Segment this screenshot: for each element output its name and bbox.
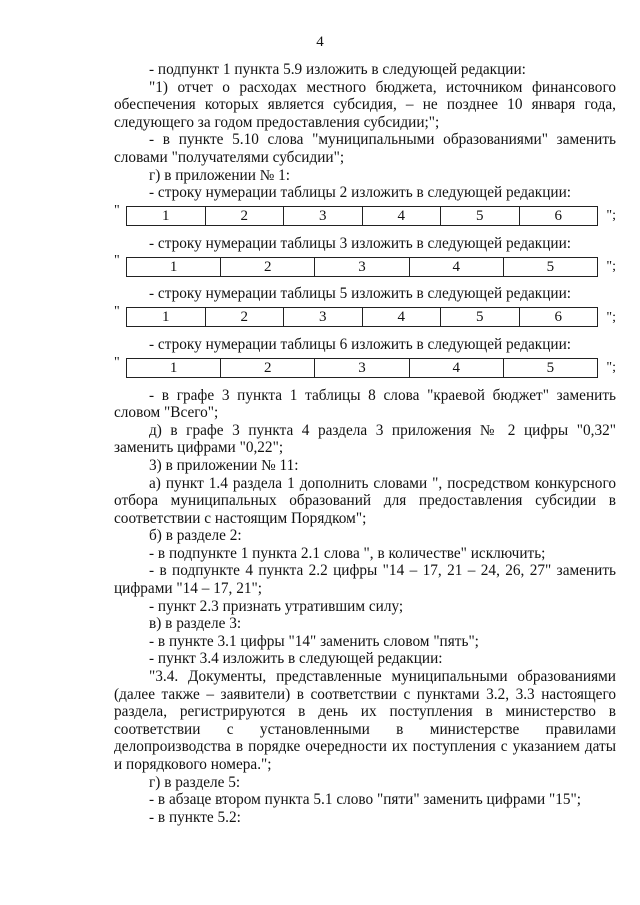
table-cell: 4 <box>363 207 442 225</box>
table-cell: 5 <box>441 207 520 225</box>
table-cell: 2 <box>206 308 285 326</box>
table-cell: 2 <box>206 207 285 225</box>
paragraph: д) в графе 3 пункта 4 раздела 3 приложения № 2 цифры "0,32" заменить цифрами "0,22"; <box>114 421 616 457</box>
table-cell: 5 <box>546 258 555 275</box>
table-cell: 4 <box>363 308 442 326</box>
table-cell: 4 <box>410 359 504 377</box>
paragraph: в) в разделе 3: <box>149 615 242 633</box>
paragraph: 3) в приложении № 11: <box>149 456 299 474</box>
table-cell: 1 <box>127 359 221 377</box>
open-quote: " <box>114 303 120 319</box>
open-quote: " <box>114 253 120 269</box>
table-cell: 3 <box>315 359 409 377</box>
paragraph: - строку нумерации таблицы 6 изложить в следующей редакции: <box>149 335 572 353</box>
document-body <box>114 61 616 826</box>
paragraph: - пункт 2.3 признать утратившим силу; <box>149 597 404 615</box>
paragraph: б) в разделе 2: <box>149 527 242 545</box>
table3-numbering <box>126 257 598 277</box>
paragraph: - в подпункте 1 пункта 2.1 слова ", в количестве" исключить; <box>149 544 546 562</box>
close-quote: "; <box>606 309 616 325</box>
table-cell: 1 <box>127 207 206 225</box>
page-number: 4 <box>316 34 324 50</box>
paragraph: - строку нумерации таблицы 5 изложить в следующей редакции: <box>149 285 572 303</box>
table6-numbering-row <box>114 356 616 381</box>
table2-numbering <box>126 206 598 226</box>
paragraph: - подпункт 1 пункта 5.9 изложить в следующей редакции: <box>149 61 526 78</box>
paragraph: - строку нумерации таблицы 2 изложить в следующей редакции: <box>149 184 572 202</box>
close-quote: "; <box>606 208 616 224</box>
table6-numbering <box>126 358 598 378</box>
table5-numbering-row <box>114 305 616 330</box>
table2-numbering-row <box>114 204 616 229</box>
paragraph: - в пункте 3.1 цифры "14" заменить словом "пять"; <box>149 632 479 650</box>
paragraph: "1) отчет о расходах местного бюджета, источником финансового обеспечения которых является субсидия, – не позднее 10 января года, следующего за годом предоставления субсидии;"; <box>114 78 616 131</box>
close-quote: "; <box>606 259 616 275</box>
table-cell: 2 <box>221 258 315 276</box>
paragraph: - в графе 3 пункта 1 таблицы 8 слова "краевой бюджет" заменить словом "Всего"; <box>114 386 616 422</box>
table-cell: 2 <box>221 359 315 377</box>
table-cell: 1 <box>127 308 206 326</box>
paragraph: - пункт 3.4 изложить в следующей редакции: <box>149 650 443 668</box>
paragraph: - в пункте 5.2: <box>149 808 241 826</box>
table-cell: 5 <box>546 360 555 377</box>
paragraph: г) в разделе 5: <box>149 773 241 791</box>
paragraph: а) пункт 1.4 раздела 1 дополнить словами ", посредством конкурсного отбора муниципальных образований для предоставления субсидии в соответствии с настоящим Порядком"; <box>114 474 616 527</box>
paragraph: - строку нумерации таблицы 3 изложить в следующей редакции: <box>149 234 572 252</box>
paragraph: г) в приложении № 1: <box>149 166 291 184</box>
table3-numbering-row <box>114 254 616 279</box>
close-quote: "; <box>606 360 616 376</box>
table-cell: 3 <box>284 207 363 225</box>
table-cell: 4 <box>410 258 504 276</box>
open-quote: " <box>114 354 120 370</box>
paragraph: - в абзаце втором пункта 5.1 слово "пяти" заменить цифрами "15"; <box>149 791 582 809</box>
table-cell: 3 <box>284 308 363 326</box>
table5-numbering <box>126 307 598 327</box>
table-cell: 5 <box>441 308 520 326</box>
open-quote: " <box>114 202 120 218</box>
paragraph: "3.4. Документы, представленные муниципальными образованиями (далее также – заявители) в соответствии с пунктами 3.2, 3.3 настоящего раздела, регистрируются в день их поступления в министерство в соответствии с установленными в министерстве правилами делопроизводства в порядке очередности их поступления с указанием даты и порядкового номера."; <box>114 668 616 773</box>
table-cell: 6 <box>554 208 562 225</box>
table-cell: 1 <box>127 258 221 276</box>
paragraph: - в пункте 5.10 слова "муниципальными образованиями" заменить словами "получателями субсидии"; <box>114 131 616 166</box>
table-cell: 3 <box>315 258 409 276</box>
paragraph: - в подпункте 4 пункта 2.2 цифры "14 – 17, 21 – 24, 26, 27" заменить цифрами "14 – 17, 21"; <box>114 562 616 598</box>
table-cell: 6 <box>554 309 562 326</box>
